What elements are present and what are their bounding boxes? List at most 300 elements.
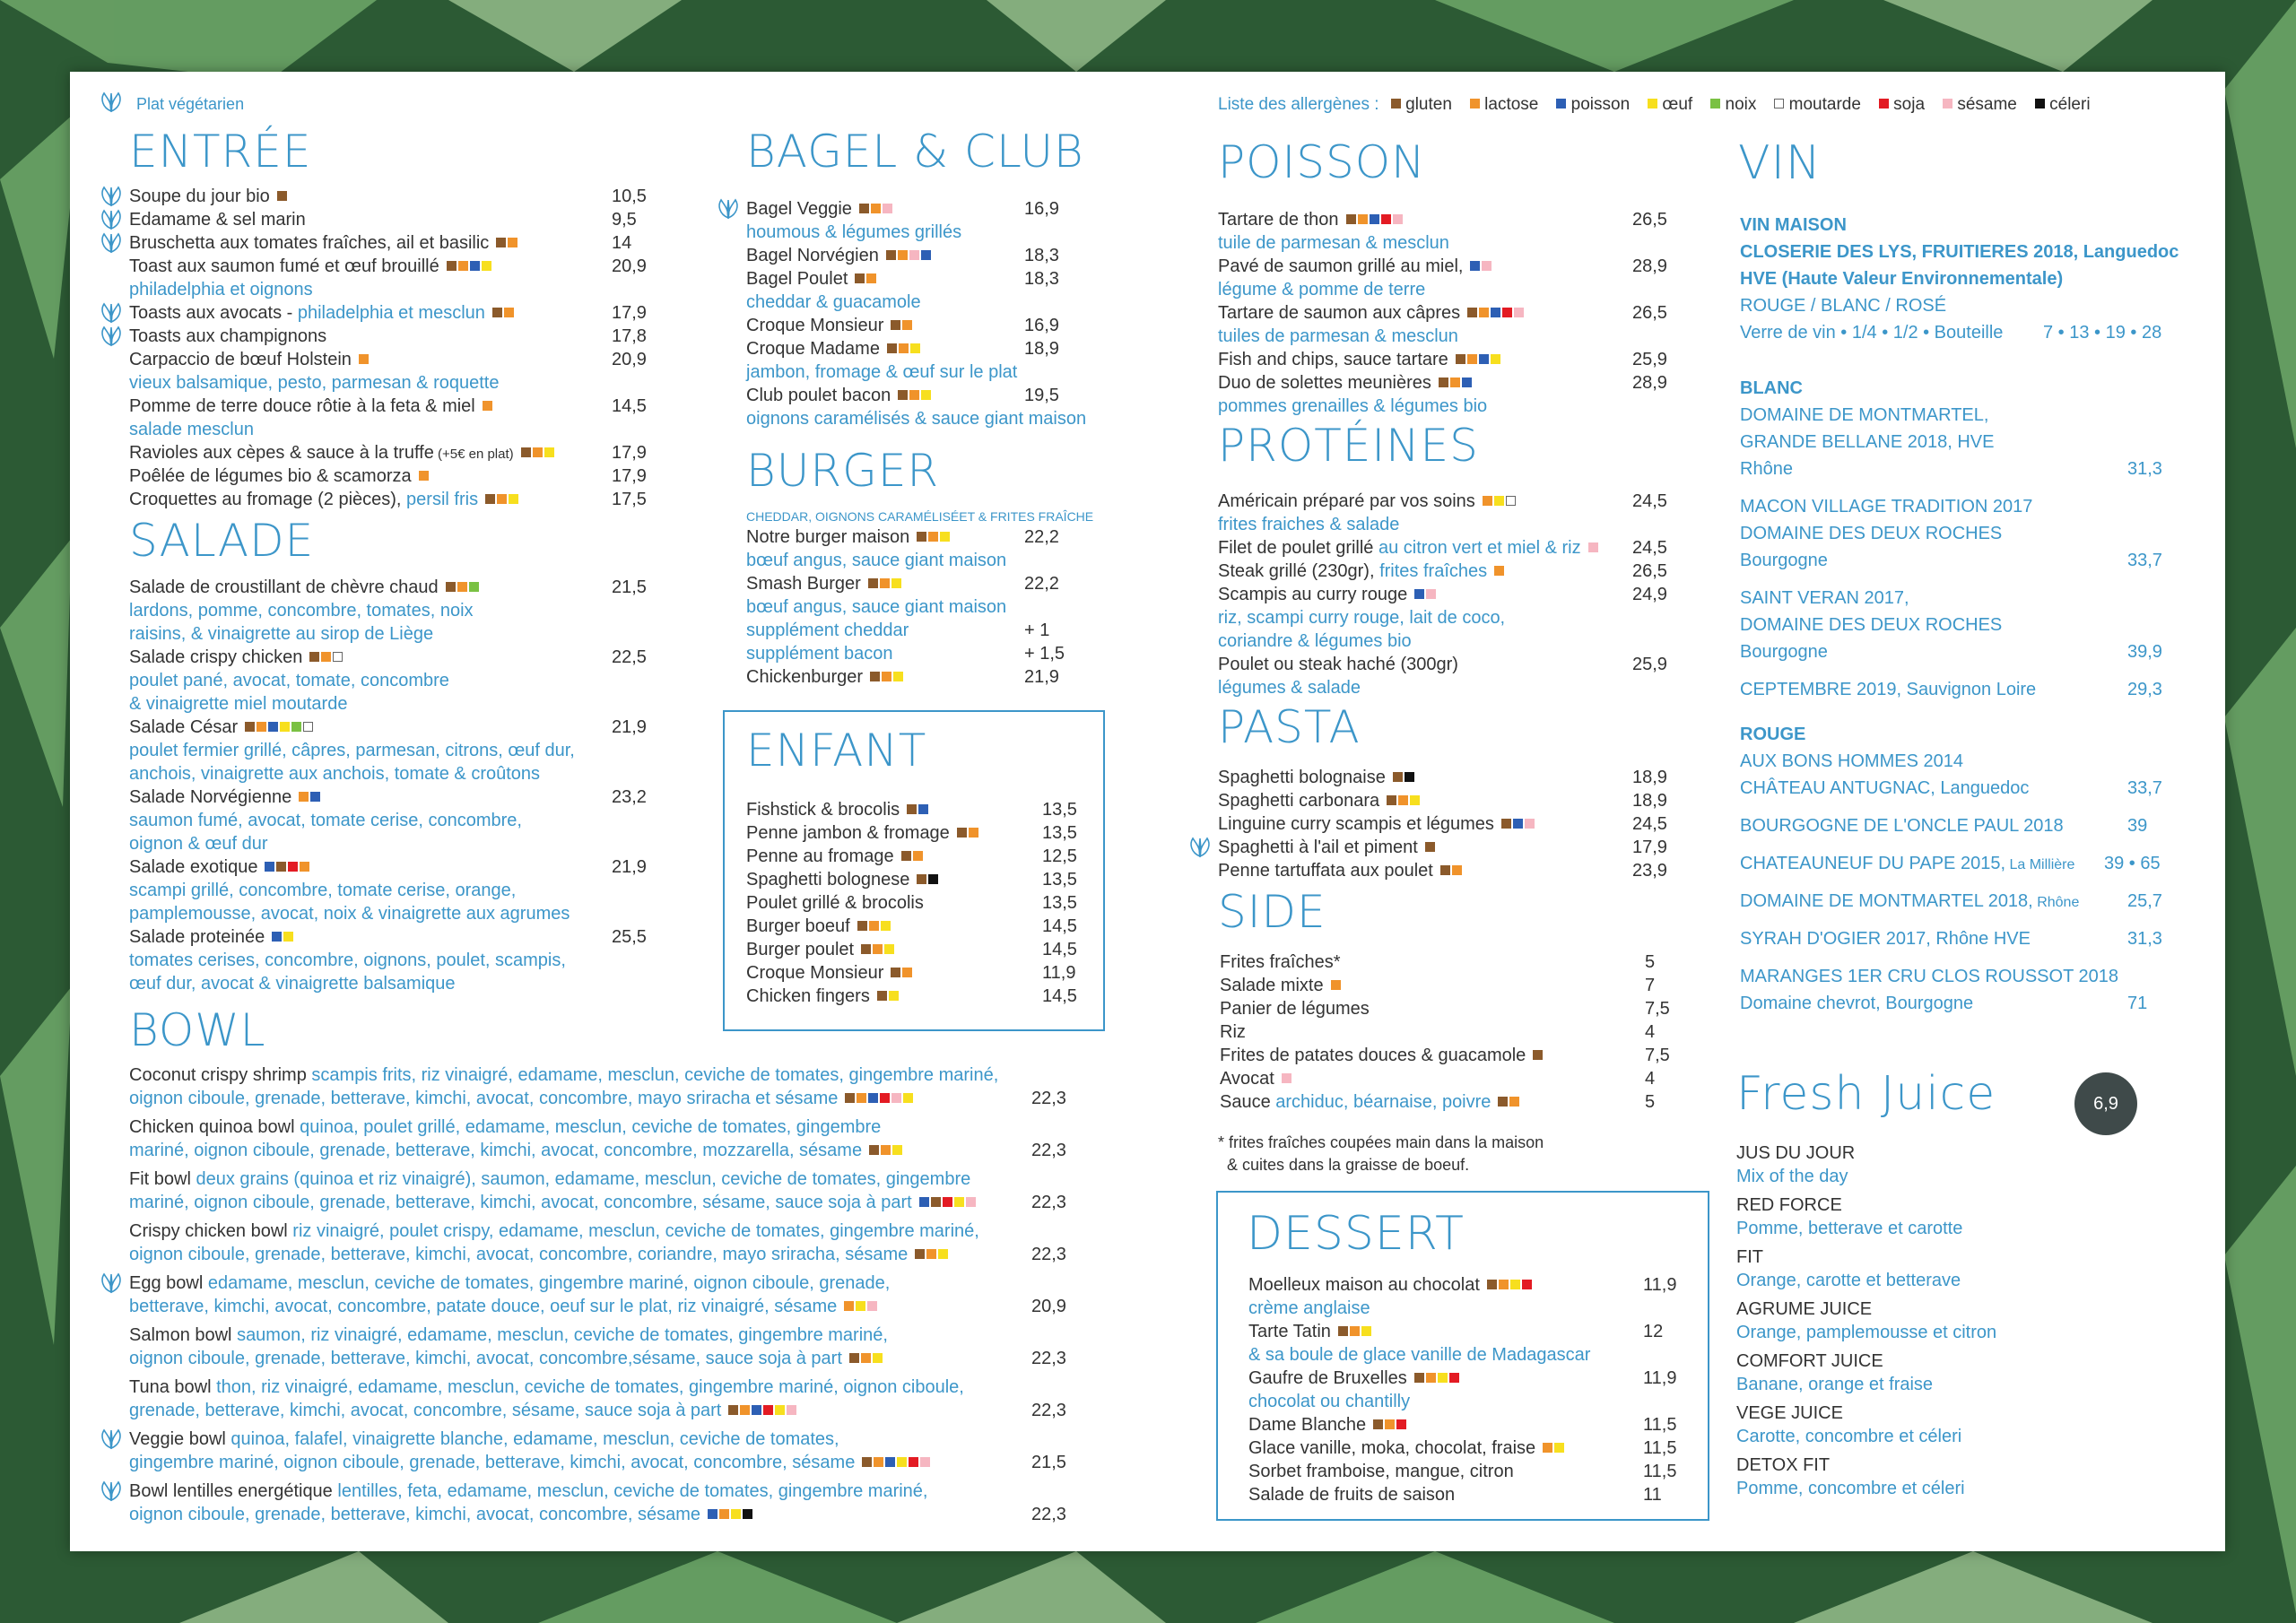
item-description: cheddar & guacamole xyxy=(746,292,921,312)
allergen-oeuf-marker xyxy=(1491,354,1500,364)
allergen-markers xyxy=(913,1243,948,1266)
allergen-sesame-marker xyxy=(920,1457,930,1467)
allergen-poisson-marker xyxy=(918,804,928,814)
item-name: Edamame & sel marin xyxy=(129,210,306,230)
item-price: 11,9 xyxy=(1643,1368,1677,1388)
menu-item xyxy=(1218,208,1403,231)
allergen-markers xyxy=(1531,1044,1543,1067)
menu-item xyxy=(746,961,912,985)
allergen-oeuf-marker xyxy=(893,672,903,681)
wine-blanc-line: Bourgogne xyxy=(1740,642,1828,662)
item-name: Crispy chicken bowl xyxy=(129,1221,293,1241)
allergen-sesame-marker xyxy=(1588,542,1598,552)
allergen-markers xyxy=(1391,766,1414,789)
item-name: Spaghetti bolognaise xyxy=(1218,768,1386,787)
allergen-poisson-marker xyxy=(268,722,278,732)
allergen-gluten-marker xyxy=(1487,1280,1497,1289)
allergen-lactose-marker xyxy=(899,343,909,353)
allergen-legend xyxy=(1218,95,2101,115)
allergen-gluten-marker xyxy=(931,1197,941,1207)
item-price: 4 xyxy=(1645,1069,1656,1089)
allergen-poisson-marker xyxy=(1414,589,1424,599)
juice-price-badge: 6,9 xyxy=(2074,1072,2137,1135)
allergen-oeuf-marker xyxy=(903,1093,913,1103)
item-price: 16,9 xyxy=(1024,199,1059,219)
allergen-lactose-marker xyxy=(1479,308,1489,317)
item-description: philadelphia et oignons xyxy=(129,280,313,299)
juice-name: VEGE JUICE xyxy=(1736,1403,1843,1423)
allergen-soja-marker xyxy=(909,1457,918,1467)
allergen-sesame-marker xyxy=(1426,589,1436,599)
allergen-oeuf-marker xyxy=(1510,1280,1520,1289)
juice-description: Pomme, concombre et céleri xyxy=(1736,1479,1965,1498)
vegetarian-leaf-icon xyxy=(99,1428,124,1450)
item-description: tuile de parmesan & mesclun xyxy=(1218,233,1449,253)
allergen-gluten-marker xyxy=(277,191,287,201)
allergen-lactose-marker xyxy=(861,1353,871,1363)
wine-price: 31,3 xyxy=(2127,929,2162,949)
item-price: 7 xyxy=(1645,976,1656,995)
item-price: 11,5 xyxy=(1643,1462,1677,1481)
allergen-legend-title: Liste des allergènes : xyxy=(1218,95,1384,114)
menu-item xyxy=(129,301,514,325)
bowl-item-line2 xyxy=(129,1191,976,1214)
item-description: salade mesclun xyxy=(129,420,254,439)
menu-item xyxy=(1248,1413,1406,1436)
item-name: Spaghetti à l'ail et piment xyxy=(1218,838,1418,857)
item-name: Pavé de saumon grillé au miel, xyxy=(1218,256,1464,276)
allergen-oeuf-marker xyxy=(544,447,554,457)
menu-item xyxy=(746,845,923,868)
item-price: 12,5 xyxy=(1042,846,1077,866)
allergen-markers xyxy=(270,925,293,949)
menu-item xyxy=(1248,1483,1455,1506)
item-name: supplément cheddar xyxy=(746,621,909,640)
bowl-item xyxy=(129,1324,888,1347)
allergen-noix-marker xyxy=(291,722,301,732)
vegetarian-leaf-icon xyxy=(716,198,741,220)
item-description: saumon, riz vinaigré, edamame, mesclun, ceviche de tomates, gingembre mariné, xyxy=(237,1325,888,1345)
wine-blanc-line: GRANDE BELLANE 2018, HVE xyxy=(1740,432,1995,452)
allergen-gluten-marker xyxy=(915,1249,925,1259)
bowl-item-line2 xyxy=(129,1087,913,1110)
item-description: & vinaigrette miel moutarde xyxy=(129,694,348,714)
allergen-sesame-marker xyxy=(966,1197,976,1207)
allergen-gluten-marker xyxy=(1533,1050,1543,1060)
juice-description: Orange, carotte et betterave xyxy=(1736,1271,1961,1290)
allergen-gluten-marker xyxy=(1387,795,1396,805)
wine-rouge-line: MARANGES 1ER CRU CLOS ROUSSOT 2018 xyxy=(1740,967,2118,986)
allergen-markers xyxy=(1413,583,1436,606)
item-name: Salade de croustillant de chèvre chaud xyxy=(129,577,439,597)
allergen-oeuf-marker xyxy=(884,944,894,954)
allergen-gluten-marker xyxy=(1338,1326,1348,1336)
wine-price: 71 xyxy=(2127,994,2148,1013)
item-price: 5 xyxy=(1645,1092,1656,1112)
allergen-gluten-marker xyxy=(886,250,896,260)
allergen-lactose-marker xyxy=(1509,1097,1519,1107)
item-description: oignon ciboule, grenade, betterave, kimchi, avocat, concombre,sésame, sauce soja à part xyxy=(129,1349,842,1368)
menu-item xyxy=(129,925,293,949)
item-description: riz, scampi curry rouge, lait de coco, xyxy=(1218,608,1506,628)
allergen-markers xyxy=(900,845,923,868)
wine-price: 31,3 xyxy=(2127,459,2162,479)
menu-item xyxy=(129,855,309,879)
menu-item xyxy=(746,642,892,665)
menu-item xyxy=(1248,1436,1564,1460)
item-description: coriandre & légumes bio xyxy=(1218,631,1412,651)
menu-item xyxy=(1218,789,1420,812)
allergen-markers xyxy=(1437,371,1472,395)
item-name: Scampis au curry rouge xyxy=(1218,585,1408,604)
bowl-item-line2 xyxy=(129,1451,930,1474)
menu-item xyxy=(746,525,950,549)
allergen-gluten-marker xyxy=(1467,308,1477,317)
allergen-markers xyxy=(1587,536,1598,560)
allergen-markers xyxy=(889,314,912,337)
allergen-gluten-marker xyxy=(1373,1419,1383,1429)
item-name: Filet de poulet grillé xyxy=(1218,538,1374,558)
allergen-lactose-marker xyxy=(913,851,923,861)
menu-item xyxy=(1218,766,1414,789)
allergen-gluten-marker xyxy=(898,390,908,400)
wine-price: 33,7 xyxy=(2127,778,2162,798)
item-description: quinoa, falafel, vinaigrette blanche, edamame, mesclun, ceviche de tomates, xyxy=(230,1429,839,1449)
item-name: Carpaccio de bœuf Holstein xyxy=(129,350,352,369)
section-title-side: SIDE xyxy=(1218,886,1326,938)
item-name: Frites fraîches* xyxy=(1220,952,1341,972)
menu-item xyxy=(129,785,320,809)
allergen-markers xyxy=(483,488,518,511)
item-description: raisins, & vinaigrette au sirop de Liège xyxy=(129,624,434,644)
item-name: Egg bowl xyxy=(129,1273,208,1293)
item-name: Américain préparé par vos soins xyxy=(1218,491,1475,511)
allergen-moutarde-marker xyxy=(333,652,343,662)
allergen-sesame-marker xyxy=(891,1093,901,1103)
item-price: 26,5 xyxy=(1632,210,1667,230)
item-name: Steak grillé (230gr), xyxy=(1218,561,1375,581)
item-name: Pomme de terre douce rôtie à la feta & miel xyxy=(129,396,475,416)
item-description: mariné, oignon ciboule, grenade, betterave, kimchi, avocat, concombre, mozzarella, sésame xyxy=(129,1141,863,1160)
item-description: poulet fermier grillé, câpres, parmesan, citrons, œuf dur, xyxy=(129,741,575,760)
item-price: 22,3 xyxy=(1031,1193,1066,1212)
item-name: Tartare de thon xyxy=(1218,210,1339,230)
juice-name: RED FORCE xyxy=(1736,1195,1842,1215)
menu-item xyxy=(746,985,899,1008)
allergen-gluten-marker xyxy=(309,652,319,662)
item-extra: frites fraîches xyxy=(1374,561,1488,581)
allergen-lactose-marker xyxy=(844,1301,854,1311)
menu-item xyxy=(746,915,891,938)
item-name: Glace vanille, moka, chocolat, fraise xyxy=(1248,1438,1536,1458)
menu-item xyxy=(746,891,924,915)
section-title-salade: SALADE xyxy=(129,515,315,567)
allergen-markers xyxy=(853,267,876,291)
allergen-lactose-marker xyxy=(359,354,369,364)
item-description: œuf dur, avocat & vinaigrette balsamique xyxy=(129,974,456,994)
allergen-label: gluten xyxy=(1400,95,1452,114)
allergen-poisson-marker xyxy=(752,1405,761,1415)
allergen-markers xyxy=(875,985,899,1008)
item-price: 26,5 xyxy=(1632,303,1667,323)
item-description: houmous & légumes grillés xyxy=(746,222,962,242)
allergen-markers xyxy=(519,441,554,464)
allergen-markers xyxy=(445,255,491,278)
menu-item xyxy=(1220,997,1370,1020)
allergen-poisson-marker xyxy=(1462,378,1472,387)
allergen-label: lactose xyxy=(1479,95,1539,114)
allergen-oeuf-marker xyxy=(1361,1326,1371,1336)
item-price: 14,5 xyxy=(1042,940,1077,959)
wine-maison-name: CLOSERIE DES LYS, FRUITIERES 2018, Languedoc xyxy=(1740,242,2179,262)
vegetarian-leaf-icon xyxy=(99,186,124,207)
item-name: Croque Monsieur xyxy=(746,963,884,983)
item-price: 14 xyxy=(612,233,632,253)
menu-item xyxy=(1218,560,1504,583)
wine-price: 39 • 65 xyxy=(2104,854,2161,873)
item-name: Soupe du jour bio xyxy=(129,187,270,206)
item-price: 21,5 xyxy=(612,577,647,597)
allergen-label: céleri xyxy=(2044,95,2091,114)
allergen-markers xyxy=(1385,789,1420,812)
item-name: Duo de solettes meunières xyxy=(1218,373,1431,393)
item-description: chocolat ou chantilly xyxy=(1248,1392,1411,1411)
menu-item xyxy=(129,395,492,418)
section-title-entree: ENTRÉE xyxy=(129,126,312,178)
item-price: 23,9 xyxy=(1632,861,1667,881)
allergen-lactose-marker xyxy=(857,1093,866,1103)
allergen-oeuf-marker xyxy=(892,1145,902,1155)
allergen-markers xyxy=(868,665,903,689)
allergen-poisson-marker xyxy=(310,792,320,802)
menu-item xyxy=(746,314,912,337)
bowl-item-line2 xyxy=(129,1243,948,1266)
allergen-gluten-marker xyxy=(845,1093,855,1103)
item-description: grenade, betterave, kimchi, avocat, concombre, sésame, sauce soja à part xyxy=(129,1401,722,1420)
allergen-sesame-marker xyxy=(787,1405,796,1415)
item-name: Riz xyxy=(1220,1022,1246,1042)
item-price: 11,9 xyxy=(1042,963,1076,983)
item-price: 21,5 xyxy=(1031,1453,1066,1472)
allergen-markers xyxy=(860,1451,930,1474)
allergen-moutarde-marker xyxy=(303,722,313,732)
allergen-poisson-marker xyxy=(265,862,274,872)
allergen-gluten-marker xyxy=(917,532,926,542)
item-price: 17,9 xyxy=(1632,838,1667,857)
allergen-lactose-marker xyxy=(457,582,467,592)
allergen-gluten-marker xyxy=(1498,1097,1508,1107)
item-price: 19,5 xyxy=(1024,386,1059,405)
allergen-markers xyxy=(859,938,894,961)
wine-blanc-line: SAINT VERAN 2017, xyxy=(1740,588,1909,608)
allergen-lactose-marker xyxy=(257,722,266,732)
item-price: 21,9 xyxy=(1024,667,1059,687)
item-name: Tartare de saumon aux câpres xyxy=(1218,303,1461,323)
allergen-sesame-marker xyxy=(883,204,892,213)
item-price: 22,5 xyxy=(612,647,647,667)
allergen-gluten-marker xyxy=(496,238,506,247)
juice-name: COMFORT JUICE xyxy=(1736,1351,1883,1371)
item-name: Toast aux saumon fumé et œuf brouillé xyxy=(129,256,439,276)
menu-item xyxy=(1218,348,1500,371)
allergen-markers xyxy=(1481,490,1516,513)
allergen-color-swatch xyxy=(1470,99,1480,108)
section-title-bowl: BOWL xyxy=(129,1004,266,1056)
item-description: lentilles, feta, edamame, mesclun, ceviche de tomates, gingembre mariné, xyxy=(337,1481,928,1501)
wine-blanc-line: Rhône xyxy=(1740,459,1793,479)
juice-name: JUS DU JOUR xyxy=(1736,1143,1856,1163)
allergen-gluten-marker xyxy=(859,204,869,213)
wine-price: 39 xyxy=(2127,816,2148,836)
veg-legend: Plat végétarien xyxy=(136,95,245,113)
item-price: 16,9 xyxy=(1024,316,1059,335)
item-name: Spaghetti carbonara xyxy=(1218,791,1380,811)
item-name: Toasts aux champignons xyxy=(129,326,327,346)
item-name: Bowl lentilles energétique xyxy=(129,1481,338,1501)
item-name: Linguine curry scampis et légumes xyxy=(1218,814,1494,834)
bowl-item-line2 xyxy=(129,1347,883,1370)
allergen-lactose-marker xyxy=(871,204,881,213)
menu-item xyxy=(129,255,491,278)
menu-item xyxy=(1218,859,1462,882)
menu-item xyxy=(1218,255,1492,278)
vegetarian-leaf-icon xyxy=(99,91,124,113)
item-price: 25,9 xyxy=(1632,350,1667,369)
item-name: Notre burger maison xyxy=(746,527,910,547)
section-title-proteines: PROTÉINES xyxy=(1218,420,1479,472)
allergen-lactose-marker xyxy=(1331,980,1341,990)
item-name: Salade crispy chicken xyxy=(129,647,303,667)
allergen-poisson-marker xyxy=(1479,354,1489,364)
menu-item xyxy=(129,464,429,488)
menu-item xyxy=(129,185,287,208)
allergen-color-swatch xyxy=(1710,99,1720,108)
item-price: 12 xyxy=(1643,1322,1664,1341)
item-description: oignon ciboule, grenade, betterave, kimchi, avocat, concombre, coriandre, mayo sriracha, sésame xyxy=(129,1245,909,1264)
item-price: 10,5 xyxy=(612,187,647,206)
allergen-lactose-marker xyxy=(1358,214,1368,224)
item-price: 18,3 xyxy=(1024,246,1059,265)
item-name: Tarte Tatin xyxy=(1248,1322,1331,1341)
menu-item xyxy=(1220,1044,1543,1067)
menu-item xyxy=(129,441,554,464)
allergen-markers xyxy=(905,798,928,821)
allergen-markers xyxy=(726,1399,796,1422)
item-description: gingembre mariné, oignon ciboule, grenade, betterave, kimchi, avocat, concombre, sésame xyxy=(129,1453,856,1472)
item-name: Bruschetta aux tomates fraîches, ail et basilic xyxy=(129,233,490,253)
allergen-label: œuf xyxy=(1657,95,1693,114)
allergen-oeuf-marker xyxy=(509,494,518,504)
allergen-color-swatch xyxy=(1879,99,1889,108)
allergen-markers xyxy=(918,1191,976,1214)
allergen-color-swatch xyxy=(1774,99,1784,108)
item-price: 13,5 xyxy=(1042,893,1077,913)
allergen-lactose-marker xyxy=(504,308,514,317)
allergen-markers xyxy=(1465,301,1524,325)
item-name: Penne tartuffata aux poulet xyxy=(1218,861,1433,881)
vegetarian-leaf-icon xyxy=(99,1272,124,1294)
allergen-lactose-marker xyxy=(1499,1280,1509,1289)
allergen-oeuf-marker xyxy=(482,261,491,271)
item-price: 5 xyxy=(1645,952,1656,972)
wine-rouge-note: La Millière xyxy=(2005,857,2075,872)
item-note: (+5€ en plat) xyxy=(433,447,514,462)
item-description: pommes grenailles & légumes bio xyxy=(1218,396,1488,416)
allergen-lactose-marker xyxy=(1452,865,1462,875)
vegetarian-leaf-icon xyxy=(99,209,124,230)
item-description: tuiles de parmesan & mesclun xyxy=(1218,326,1458,346)
allergen-gluten-marker xyxy=(276,862,286,872)
wine-price: 39,9 xyxy=(2127,642,2162,662)
item-name: Ravioles aux cèpes & sauce à la truffe xyxy=(129,443,434,463)
allergen-markers xyxy=(481,395,492,418)
allergen-oeuf-marker xyxy=(891,578,901,588)
allergen-markers xyxy=(263,855,309,879)
vegetarian-leaf-icon xyxy=(99,232,124,254)
wine-rouge-line: BOURGOGNE DE L'ONCLE PAUL 2018 xyxy=(1740,816,2064,836)
allergen-oeuf-marker xyxy=(856,1301,865,1311)
wine-blanc-line: DOMAINE DES DEUX ROCHES xyxy=(1740,615,2003,635)
allergen-lactose-marker xyxy=(1426,1373,1436,1383)
allergen-lactose-marker xyxy=(299,792,309,802)
allergen-gluten-marker xyxy=(447,261,457,271)
wine-rouge-heading: ROUGE xyxy=(1740,725,1806,744)
allergen-poisson-marker xyxy=(1491,308,1500,317)
item-price: 23,2 xyxy=(612,787,647,807)
allergen-lactose-marker xyxy=(1494,566,1504,576)
allergen-label: moutarde xyxy=(1784,95,1861,114)
allergen-gluten-marker xyxy=(957,828,967,838)
allergen-oeuf-marker xyxy=(954,1197,964,1207)
wine-maison-prices: 7 • 13 • 19 • 28 xyxy=(2043,323,2162,343)
allergen-markers xyxy=(1485,1273,1532,1297)
item-extra: archiduc, béarnaise, poivre xyxy=(1270,1092,1492,1112)
allergen-oeuf-marker xyxy=(280,722,290,732)
item-name: Club poulet bacon xyxy=(746,386,891,405)
allergen-oeuf-marker xyxy=(940,532,950,542)
vegetarian-leaf-icon xyxy=(99,1480,124,1502)
menu-item xyxy=(129,208,306,231)
allergen-oeuf-marker xyxy=(1438,1373,1448,1383)
menu-item xyxy=(1218,490,1516,513)
item-description: vieux balsamique, pesto, parmesan & roquette xyxy=(129,373,500,393)
allergen-oeuf-marker xyxy=(283,932,293,942)
wine-rouge-line: DOMAINE DE MONTMARTEL 2018, Rhône xyxy=(1740,891,2080,911)
allergen-markers xyxy=(1329,974,1341,997)
allergen-gluten-marker xyxy=(1501,819,1511,829)
allergen-soja-marker xyxy=(763,1405,773,1415)
allergen-gluten-marker xyxy=(917,874,926,884)
item-name: Poulet ou steak haché (300gr) xyxy=(1218,655,1458,674)
wine-rouge-line: CHÂTEAU ANTUGNAC, Languedoc xyxy=(1740,778,2030,798)
wine-price: 29,3 xyxy=(2127,680,2162,699)
menu-item xyxy=(746,244,931,267)
bowl-item xyxy=(129,1167,970,1191)
menu-item xyxy=(129,231,517,255)
item-description: mariné, oignon ciboule, grenade, betterave, kimchi, avocat, concombre, sésame, sauce soja à part xyxy=(129,1193,912,1212)
allergen-oeuf-marker xyxy=(1410,795,1420,805)
wine-blanc-line: MACON VILLAGE TRADITION 2017 xyxy=(1740,497,2033,516)
allergen-lactose-marker xyxy=(928,532,938,542)
allergen-poisson-marker xyxy=(1513,819,1523,829)
allergen-lactose-marker xyxy=(1450,378,1460,387)
item-price: 28,9 xyxy=(1632,256,1667,276)
item-name: Burger boeuf xyxy=(746,916,850,936)
bowl-item xyxy=(129,1480,927,1503)
item-price: 26,5 xyxy=(1632,561,1667,581)
item-description: tomates cerises, concombre, oignons, poulet, scampis, xyxy=(129,950,566,970)
item-name: Chicken quinoa bowl xyxy=(129,1117,300,1137)
